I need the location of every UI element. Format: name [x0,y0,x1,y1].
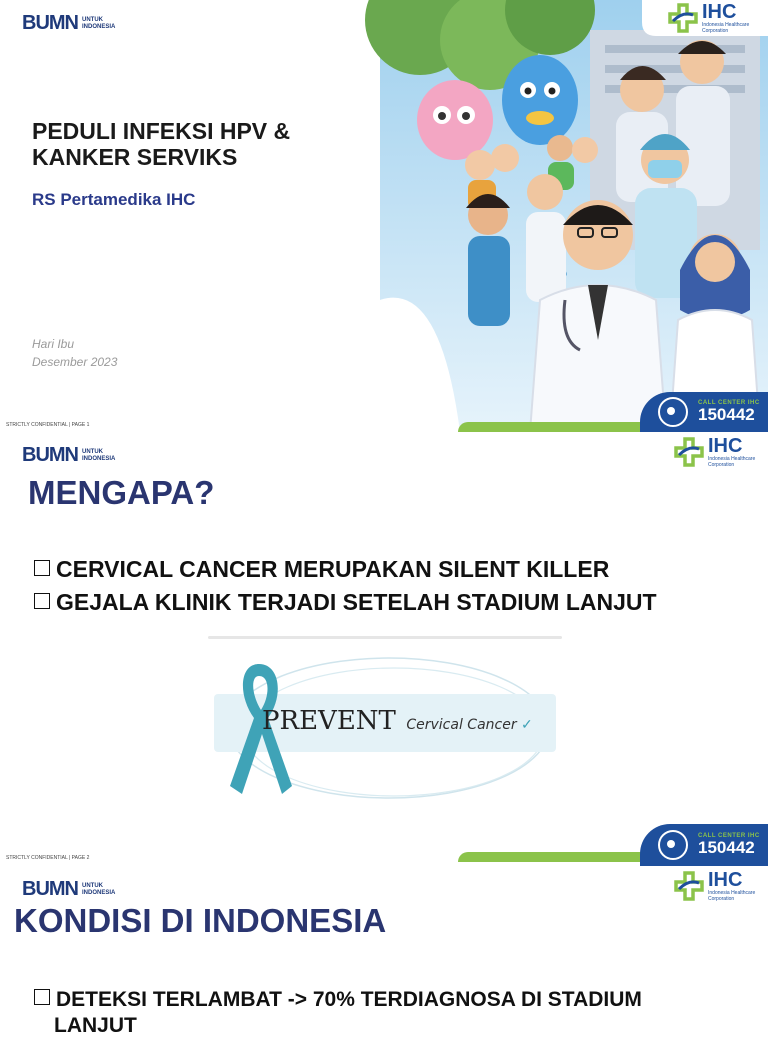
bullet-item: DETEKSI TERLAMBAT -> 70% TERDIAGNOSA DI STADIUM [34,988,642,1012]
prevent-word: PREVENT [262,706,396,736]
green-band [458,422,648,432]
call-center-number: 150442 [698,405,755,424]
slide-2-heading: MENGAPA? [28,474,215,511]
checkbox-bullet-icon [34,560,50,576]
call-center-badge: CALL CENTER IHC 150442 [640,824,768,866]
slide-1-footer: STRICTLY CONFIDENTIAL | PAGE 1 [6,422,90,428]
ihc-logo: IHC Indonesia Healthcare Corporation [674,870,755,902]
slide-1-date: Desember 2023 [32,355,118,369]
healthcare-workers-illustration [380,0,768,432]
ihc-logo: IHC Indonesia Healthcare Corporation [674,436,755,468]
checkbox-bullet-icon [34,989,50,1005]
bullet-item: GEJALA KLINIK TERJADI SETELAH STADIUM LANJUT [34,589,657,616]
call-center-headset-icon [658,830,688,860]
slide-2-footer: STRICTLY CONFIDENTIAL | PAGE 2 [6,855,90,861]
slide-3 [0,866,768,1037]
bumn-logo: BUMN UNTUK INDONESIA [22,878,116,900]
prevent-cervical-cancer-graphic [214,650,560,810]
call-center-headset-icon [658,397,688,427]
bullet-item-continued: LANJUT [54,1014,137,1037]
slide-2 [0,432,768,866]
ihc-cross-icon [668,3,698,33]
bumn-logo: BUMN UNTUK INDONESIA [22,444,116,466]
slide-1-title: PEDULI INFEKSI HPV & KANKER SERVIKS [32,118,291,170]
slide-1-event: Hari Ibu [32,337,75,351]
divider [208,636,562,639]
slide-1 [0,0,768,432]
ihc-logo-name: IHC [702,1,737,23]
ihc-cross-icon [674,871,704,901]
bumn-logo-word: BUMN [22,12,78,34]
bumn-logo [22,12,115,35]
ihc-logo: IHC Indonesia Healthcare Corporation [668,2,749,34]
call-center-badge: CALL CENTER IHC 150442 [640,392,768,432]
green-band [458,852,648,862]
slide-3-heading: KONDISI DI INDONESIA [14,902,387,939]
checkbox-bullet-icon [34,593,50,609]
checkmark-icon: ✓ [521,716,533,732]
ihc-cross-icon [674,437,704,467]
bumn-logo-subtext: UNTUK INDONESIA [82,16,116,30]
cervical-cancer-text: Cervical Cancer [406,717,517,733]
slide-1-subtitle: RS Pertamedika IHC [32,190,196,209]
bullet-item: CERVICAL CANCER MERUPAKAN SILENT KILLER [34,556,609,583]
